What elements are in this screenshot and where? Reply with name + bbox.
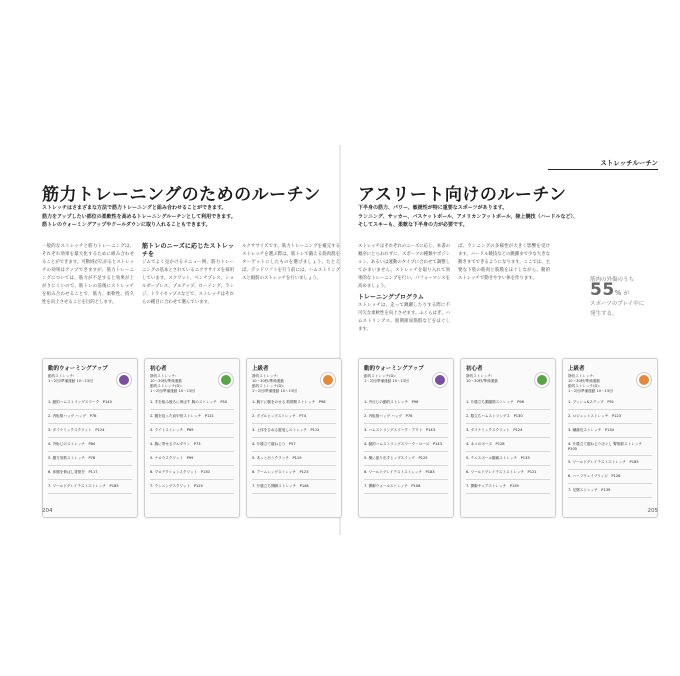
- left-body-col2: [142, 243, 234, 307]
- exercise-item: 6. プロテクションスクワット P130: [150, 466, 234, 480]
- right-col1b-text: ストレッチは、走って跳躍したりする際に不可欠な柔軟性を向上させます。ふくらはぎ、ハムストリングス、股関節屈筋群などをほぐします。: [358, 303, 450, 332]
- card-title: 上級者: [252, 366, 269, 372]
- left-page-title: 筋力トレーニングのためのルーチン: [42, 185, 321, 205]
- right-routine-cards: [358, 358, 658, 518]
- card-meta-line: 10〜30秒/準備運動: [466, 379, 498, 383]
- card-meta-line: 静的ストレッチ:: [252, 374, 279, 378]
- exercise-item: 4. 片膝立て縦ねじり P57: [252, 438, 336, 452]
- right-lead-line: ランニング、サッカー、バスケットボール、アメリカンフットボール、陸上競技（ハードルなど）、: [358, 213, 578, 220]
- exercise-item: 3. 上体をひねる縦返しストレッチ P112: [252, 424, 336, 438]
- exercise-item: 7. 足側ストレッチ P139: [568, 484, 652, 498]
- stat-suffix: が: [623, 291, 630, 297]
- exercise-item: 6. ハーフウェイブリッジ P128: [568, 470, 652, 484]
- exercise-item: 4. 片膝立て縦ねじりほぐし 臀筋群ストレッチ P105: [568, 438, 652, 456]
- left-col2-heading: 筋トレのニーズに応じたストレッチを: [142, 243, 234, 258]
- left-page: [42, 150, 342, 525]
- right-col1-text: ストレッチはそれぞれのニーズに応じ、本書の順序にとらわれずに、スポーツの種類やポジション、あるいは運動のタイプに合わせて調整してかまいません。ストレッチを取り入れて効果的なトレーニングを行い、パフォーマンスを高めましょう。: [358, 244, 450, 289]
- routine-card-beginner: [460, 358, 556, 518]
- exercise-item: 2. 内転筋ハッグ ハッグ P76: [364, 410, 448, 424]
- exercise-list: [461, 394, 555, 496]
- exercise-item: 5. 腰方形筋ストレッチ P78: [48, 452, 132, 466]
- routine-card-beginner: [144, 358, 240, 518]
- exercise-item: 6. ワールドグレイテストストレッチ P121: [466, 466, 550, 480]
- right-lead: [358, 204, 658, 230]
- routine-card-warmup: [358, 358, 454, 518]
- card-title: 動的ウォーミングアップ: [364, 366, 424, 372]
- exercise-item: 5. テニスボール腰痛ストレッチ P133: [466, 452, 550, 466]
- stat-value: 55: [590, 280, 615, 300]
- card-meta-line: 動的ストレッチ(D):: [150, 384, 182, 388]
- card-meta-line: 静的ストレッチ:: [466, 374, 493, 378]
- card-meta-line: 10〜30秒/準備運動: [150, 379, 182, 383]
- exercise-item: 6. 体側を伸ばし背筋を P117: [48, 466, 132, 480]
- exercise-list: [563, 394, 657, 500]
- exercise-item: 4. ネコのポーズ P128: [466, 438, 550, 452]
- card-title: 初心者: [466, 366, 483, 372]
- exercise-item: 1. 動的ハムストリングスワーク P143: [48, 396, 132, 410]
- right-page: [358, 150, 658, 525]
- right-page-title: アスリート向けのルーチン: [358, 185, 567, 205]
- left-routine-cards: [42, 358, 342, 518]
- left-lead-line: 筋トレのウォーミングアップやクールダウンに取り入れることもできます。: [42, 222, 211, 228]
- level-badge-icon: [219, 373, 233, 387]
- right-body-col1: [358, 243, 450, 334]
- exercise-item: 3. ダイナミックスクワット P124: [48, 424, 132, 438]
- exercise-item: 7. 片膝立ち開脚ストレッチ P148: [252, 480, 336, 494]
- card-meta-line: 動的ストレッチ(D):: [568, 384, 600, 388]
- right-lead-line: 下半身の筋力、パワー、敏捷性が特に重要なスポーツがあります。: [358, 205, 508, 211]
- routine-card-advanced: [562, 358, 658, 518]
- exercise-item: 7. 開脚チェアストレッチ P139: [466, 480, 550, 494]
- exercise-item: 3. ライトストレッチ P69: [150, 424, 234, 438]
- exercise-list: [145, 394, 239, 496]
- level-badge-icon: [637, 373, 651, 387]
- stat-unit: %: [614, 289, 622, 297]
- exercise-item: 1. 片膝立ち腸腰筋ストレッチ P96: [466, 396, 550, 410]
- card-meta-line: 動的ストレッチ:: [48, 374, 75, 378]
- card-meta-line: 1〜2回/準備運動 10〜15回: [568, 389, 613, 393]
- exercise-item: 1. 胸下に腕をのせる 肋間筋ストレッチ P98: [252, 396, 336, 410]
- left-lead-line: ストレッチはさまざまな方法で筋力トレーニングと組み合わせることができます。: [42, 205, 227, 211]
- card-title: 上級者: [568, 366, 585, 372]
- stat-text-bottom: スポーツのプレイ中に: [590, 301, 645, 307]
- exercise-item: 1. 外反じの動的ストレッチ P96: [364, 396, 448, 410]
- exercise-item: 2. 膝立ちハムストリングス P130: [466, 410, 550, 424]
- right-body-col2: ば、ランニングの多様性が大きく影響を受けます。ハードル競技などの跳躍まで少な大きな動きまでできるようになります。ここでは、主要な下肢の筋肉と筋膜をほぐしながら、動的ストレッチで動きやすい体を作ります。: [458, 244, 550, 281]
- left-col2-text: ジムでよく見かけるメニュー例、筋力トレーニングの基本とされているエクササイズを採用しています。スクワット、ベンチプレス、ショルダープレス、プルアップ、ローイング、ランジ、トライセップスなどで、ストレッチはそれらの種目に合わせて選んでいます。: [142, 260, 234, 305]
- card-meta-line: 動的ストレッチ(D):: [364, 374, 396, 378]
- exercise-item: 3. ハムストリングスワーク・アウト P143: [364, 424, 448, 438]
- card-meta-line: 1〜2回/準備運動 10〜15回: [48, 379, 93, 383]
- level-badge-icon: [321, 373, 335, 387]
- exercise-item: 5. 横に振り出すヒップスイング P125: [364, 452, 448, 466]
- card-meta-line: 1〜2回/準備運動 10〜15回: [364, 379, 409, 383]
- exercise-item: 6. ワールドグレイテストストレッチ P183: [364, 466, 448, 480]
- exercise-item: 3. 蹴落長ストレッチ P134: [568, 424, 652, 438]
- level-badge-icon: [535, 373, 549, 387]
- page-number-left: 204: [42, 508, 53, 514]
- exercise-item: 4. 胸に寄せるプルダウン P73: [150, 438, 234, 452]
- card-meta-line: 10〜30秒/準備運動: [568, 379, 600, 383]
- exercise-item: 7. ランニングスクワット P125: [150, 480, 234, 494]
- exercise-item: 6. アームレッグストレッチ P123: [252, 466, 336, 480]
- left-body-col1: 一般的なストレッチと筋力トレーニングは、それぞれ効果を最大化するために組み合わせることができます。可動域が広がるとストレッチの効果はアップできますが、筋力トレーニングについては、筋力が不足すると効果が上がりにくいので、筋トレの前後にストレッチを組み合わせることで、筋力、柔軟性、持久性を向上させることを目的とします。: [42, 244, 134, 305]
- exercise-item: 5. ナロウスクワット P99: [150, 452, 234, 466]
- card-title: 動的ウォーミングアップ: [48, 366, 108, 372]
- exercise-item: 4. 外転じのストレッチ P84: [48, 438, 132, 452]
- page-number-right: 205: [647, 508, 658, 514]
- right-lead-line: そしてスキーも、柔軟な下半身の力が必要です。: [358, 222, 468, 228]
- exercise-item: 4. 動的ハムストリングスワーク・ローズ P143: [364, 438, 448, 452]
- stat-callout: [590, 275, 660, 319]
- exercise-item: 1. 手を組み後ろに伸ばす 胸のストレッチ P50: [150, 396, 234, 410]
- card-meta-line: 静的ストレッチ:: [150, 374, 177, 378]
- left-body-col3: ルクササイズです。筋力トレーニングを補完するストレッチを選ぶ際は、筋トレで鍛える筋肉群をターゲットにしたものを選びましょう。たとえば、デッドリフトを行う前には、ハムストリングスと殿筋のストレッチを行いましょう。: [242, 244, 340, 281]
- exercise-item: 2. ダブルヒップストレッチ P74: [252, 410, 336, 424]
- exercise-item: 2. 内転筋ハッグ ハッグ P76: [48, 410, 132, 424]
- card-meta-line: 10〜30秒/準備運動: [252, 379, 284, 383]
- exercise-item: 2. ロジェットストレッチ P123: [568, 410, 652, 424]
- left-lead: [42, 204, 342, 230]
- exercise-item: 7. 開脚ウォールストレッチ P108: [364, 480, 448, 494]
- level-badge-icon: [117, 373, 131, 387]
- level-badge-icon: [433, 373, 447, 387]
- routine-card-warmup: [42, 358, 138, 518]
- section-label: ストレッチルーチン: [548, 158, 658, 170]
- exercise-item: 7. ワールドグレイテストストレッチ P183: [48, 480, 132, 494]
- exercise-item: 3. ダイナミックスクワット P124: [466, 424, 550, 438]
- card-meta-line: 1〜2回/準備運動 10〜15回: [150, 389, 195, 393]
- card-meta-line: 動的ストレッチ(D):: [252, 384, 284, 388]
- routine-card-advanced: [246, 358, 342, 518]
- exercise-item: 5. あっと行うクランチ P119: [252, 452, 336, 466]
- right-col1-heading: トレーニングプログラム: [358, 294, 424, 301]
- exercise-item: 5. ワールドグレイテストストレッチ P183: [568, 456, 652, 470]
- exercise-list: [247, 394, 341, 496]
- card-meta-line: 1〜2回/準備運動 10〜15回: [252, 389, 297, 393]
- card-meta-line: 静的ストレッチ:: [568, 374, 595, 378]
- stat-text-bottom: 発生する。: [590, 311, 618, 317]
- stat-text-top: 筋肉の外傷のうち: [590, 277, 635, 283]
- exercise-item: 2. 腰を捻った肩甲骨ストレッチ P121: [150, 410, 234, 424]
- exercise-list: [43, 394, 137, 496]
- card-title: 初心者: [150, 366, 167, 372]
- exercise-list: [359, 394, 453, 496]
- left-lead-line: 筋力をアップしたい部位の柔軟性を高めるトレーニングルーチンとして利用できます。: [42, 213, 236, 220]
- exercise-item: 1. プッシュ&ステップ P91: [568, 396, 652, 410]
